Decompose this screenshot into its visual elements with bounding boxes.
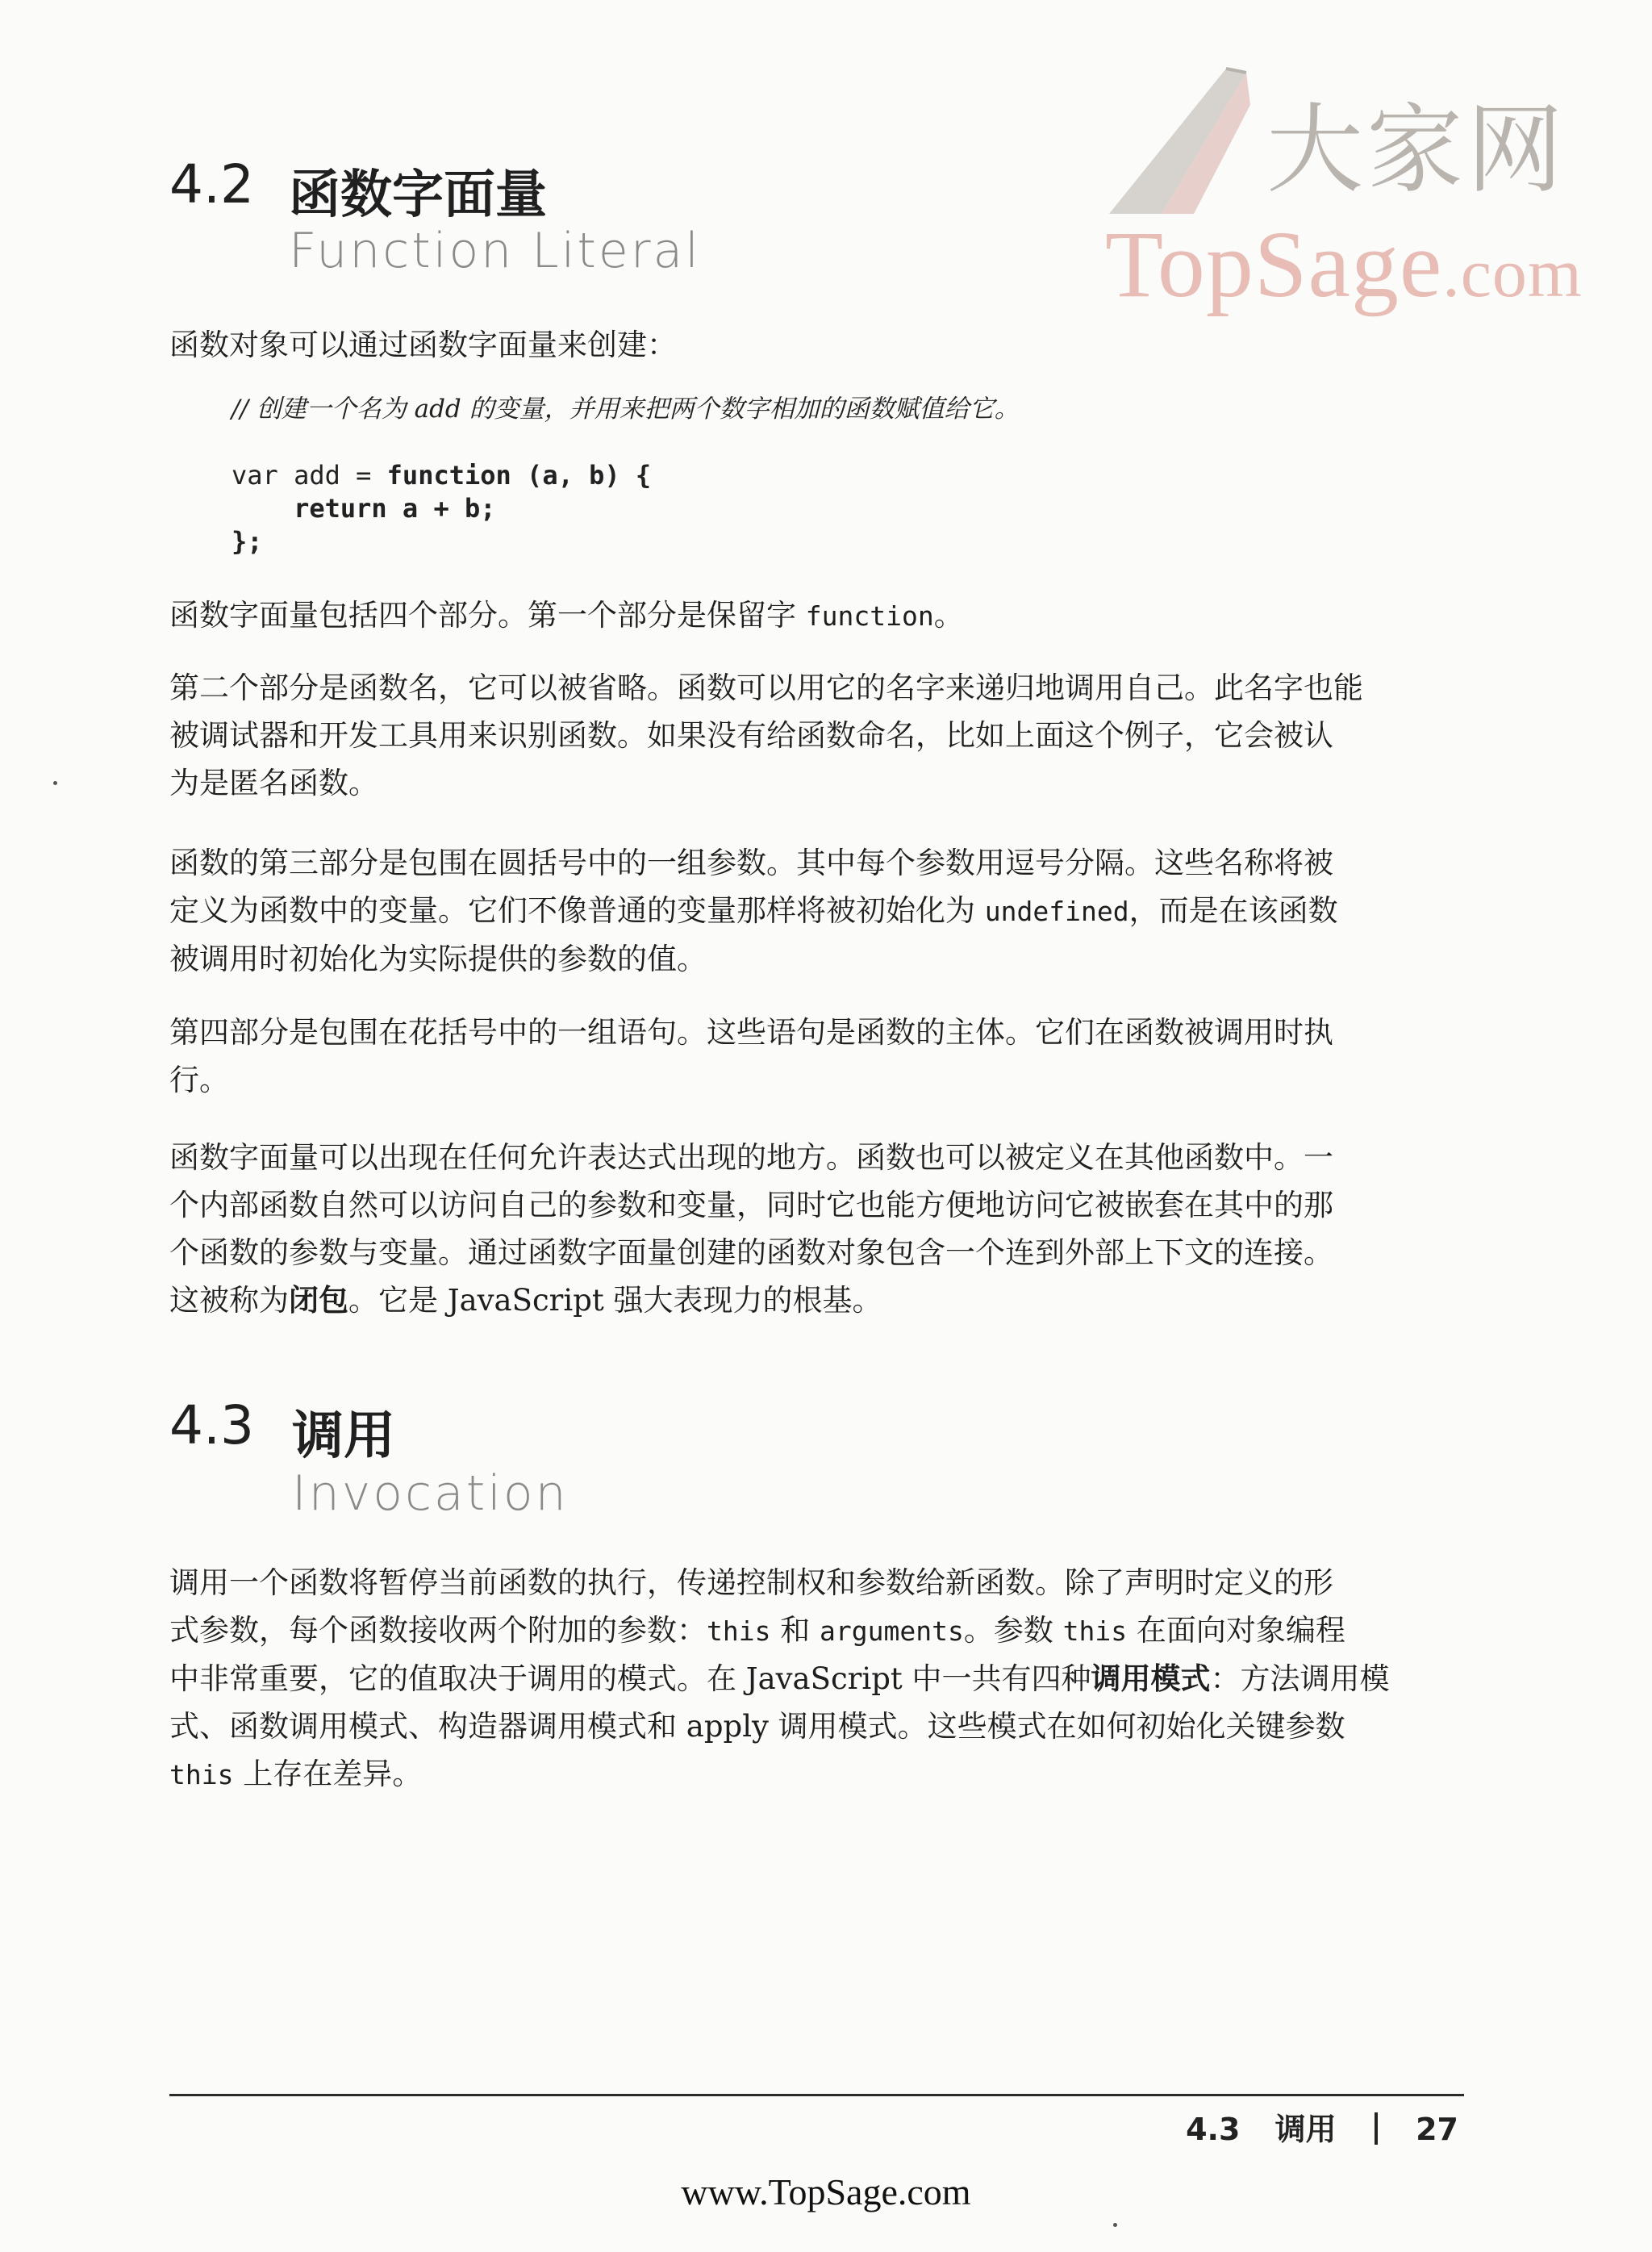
section-number: 4.2 (169, 153, 254, 215)
section-title: 调用 (292, 1406, 395, 1466)
logo-chinese-text: 大家网 (1266, 94, 1566, 207)
text-run: 上存在差异。 (233, 1757, 423, 1791)
paragraph-5-line-3: 个函数的参数与变量。通过函数字面量创建的函数对象包含一个连到外部上下文的连接。 (169, 1235, 1333, 1270)
paragraph-5-line-4 (169, 1276, 1460, 1324)
website-footer: www.TopSage.com (681, 2171, 971, 2212)
intro-text: 函数对象可以通过函数字面量来创建： (169, 328, 677, 362)
text-run: ，而是在该函数 (1128, 893, 1338, 928)
paragraph-2 (169, 664, 1460, 807)
text-run: 。 (933, 598, 964, 633)
footer-separator (1375, 2112, 1378, 2145)
code-line-1-var: var add = (232, 460, 387, 491)
topsage-watermark-logo (1105, 56, 1589, 323)
paragraph-4 (169, 1009, 1460, 1104)
scan-speck (1113, 2223, 1117, 2227)
text-run: 中非常重要，它的值取决于调用的模式。在 JavaScript 中一共有四种 (169, 1661, 1091, 1696)
paragraph-4-line-2: 行。 (169, 1063, 229, 1097)
paragraph-3-line-3: 被调用时初始化为实际提供的参数的值。 (169, 942, 707, 976)
intro-paragraph (169, 321, 1460, 369)
paragraph-4-line-1: 第四部分是包围在花括号中的一组语句。这些语句是函数的主体。它们在函数被调用时执 (169, 1015, 1333, 1050)
code-line-1 (232, 459, 1020, 492)
code-line-2: return a + b; (232, 493, 496, 524)
section-subtitle: Invocation (292, 1465, 569, 1522)
text-run: 定义为函数中的变量。它们不像普通的变量那样将被初始化为 (169, 893, 985, 928)
footer-rule (169, 2094, 1464, 2096)
inline-code: arguments (820, 1615, 964, 1647)
scan-speck (53, 781, 57, 785)
paragraph-1 (169, 591, 1460, 640)
text-run: 和 (770, 1613, 820, 1648)
paragraph-3-line-1: 函数的第三部分是包围在圆括号中的一组参数。其中每个参数用逗号分隔。这些名称将被 (169, 846, 1333, 880)
paragraph-2-line-3: 为是匿名函数。 (169, 766, 378, 800)
text-run: 在面向对象编程 (1127, 1613, 1345, 1648)
paragraph-2-line-1: 第二个部分是函数名，它可以被省略。函数可以用它的名字来递归地调用自己。此名字也能 (169, 671, 1363, 705)
code-line-3: }; (232, 526, 263, 557)
code-block (232, 393, 1020, 558)
bold-term: 调用模式 (1091, 1661, 1211, 1696)
paragraph-5-line-2: 个内部函数自然可以访问自己的参数和变量，同时它也能方便地访问它被嵌套在其中的那 (169, 1188, 1333, 1222)
text-run: 函数字面量包括四个部分。第一个部分是保留字 (169, 598, 806, 633)
paragraph-3 (169, 839, 1460, 983)
section-title: 函数字面量 (289, 165, 547, 225)
text-run: 式参数，每个函数接收两个附加的参数： (169, 1613, 707, 1648)
invocation-line-1: 调用一个函数将暂停当前函数的执行，传递控制权和参数给新函数。除了声明时定义的形 (169, 1565, 1333, 1600)
invocation-line-4: 式、函数调用模式、构造器调用模式和 apply 调用模式。这些模式在如何初始化关键参数 (169, 1709, 1345, 1744)
footer-section-number: 4.3 (1186, 2112, 1241, 2147)
inline-code: undefined (984, 896, 1129, 927)
code-line-1-function: function (a, b) { (386, 460, 652, 491)
footer-section-title: 调用 (1274, 2112, 1337, 2147)
paragraph-1-line (169, 591, 1460, 640)
invocation-line-3 (169, 1655, 1460, 1703)
text-run: 这被称为 (169, 1283, 289, 1318)
invocation-line-2 (169, 1606, 1460, 1655)
invocation-line-5 (169, 1750, 1460, 1799)
section-subtitle: Function Literal (289, 223, 701, 279)
inline-code: this (169, 1759, 234, 1790)
running-footer (1186, 2104, 1458, 2149)
paragraph-5-line-1: 函数字面量可以出现在任何允许表达式出现的地方。函数也可以被定义在其他函数中。一 (169, 1140, 1333, 1175)
text-run: 。它是 JavaScript 强大表现力的根基。 (348, 1283, 882, 1318)
page-number: 27 (1416, 2112, 1458, 2147)
inline-code: function (805, 600, 934, 632)
logo-english-name: TopSage (1105, 211, 1443, 317)
invocation-paragraph (169, 1559, 1460, 1799)
text-run: 。参数 (963, 1613, 1063, 1648)
text-run: ：方法调用模 (1210, 1661, 1390, 1696)
inline-code: this (707, 1615, 771, 1647)
paragraph-3-line-2 (169, 887, 1460, 935)
inline-code: this (1062, 1615, 1128, 1647)
section-number: 4.3 (169, 1394, 254, 1456)
paragraph-5 (169, 1134, 1460, 1324)
logo-english-suffix: .com (1442, 234, 1583, 311)
paragraph-2-line-2: 被调试器和开发工具用来识别函数。如果没有给函数命名，比如上面这个例子，它会被认 (169, 718, 1333, 753)
logo-english-text (1105, 210, 1583, 320)
code-comment: // 创建一个名为 add 的变量，并用来把两个数字相加的函数赋值给它。 (232, 395, 1020, 424)
bold-term: 闭包 (289, 1282, 348, 1318)
